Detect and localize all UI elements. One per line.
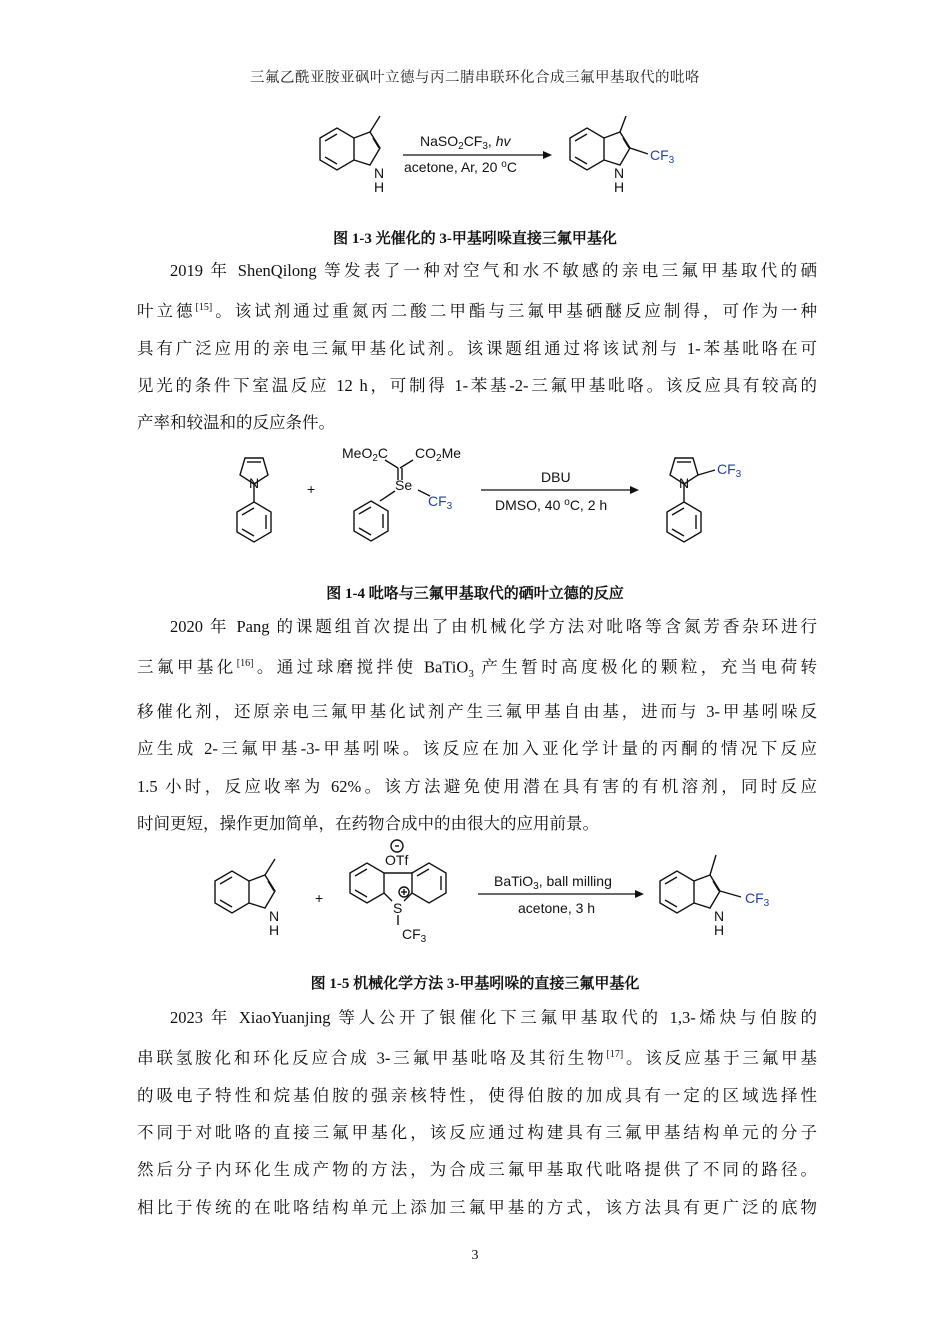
- indole-n-label: N: [374, 165, 385, 181]
- product-n-label: N: [679, 475, 690, 491]
- scheme-fig-1-4: [225, 438, 765, 553]
- text-line: 2020 年 Pang 的课题组首次提出了由机械化学方法对吡咯等含氮芳香杂环进行: [170, 617, 817, 636]
- reagent-label: $NaSO_2CF_3$, hv: [420, 133, 511, 152]
- text-line: 见光的条件下室温反应 12 h，可制得 1-苯基-2-三氟甲基吡咯。该反应具有较高的: [137, 376, 817, 396]
- scheme-fig-1-5: [200, 835, 790, 947]
- text-line: 应生成 2-三氟甲基-3-甲基吲哚。该反应在加入亚化学计量的丙酮的情况下反应: [137, 739, 817, 759]
- conditions-label: acetone, 3 h: [518, 900, 596, 916]
- text-line: 不同于对吡咯的直接三氟甲基化，该反应通过构建具有三氟甲基结构单元的分子: [137, 1123, 817, 1143]
- indole-n-label: N: [269, 908, 280, 924]
- indole-h-label: H: [269, 922, 280, 938]
- cf3-label: $CF_3$: [650, 147, 675, 166]
- scheme-fig-1-3: [300, 108, 700, 200]
- conditions-label: DMSO, 40 $^o$C, 2 h: [495, 497, 608, 513]
- product-h-label: H: [614, 179, 625, 195]
- text-line: 产率和较温和的反应条件。: [137, 413, 335, 433]
- text-line: 1.5 小时，反应收率为 62%。该方法避免使用潜在具有害的有机溶剂，同时反应: [137, 776, 817, 796]
- cf3-product-label: $CF_3$: [717, 461, 742, 480]
- page-number: 3: [471, 1248, 479, 1263]
- product-n-label: N: [714, 908, 725, 924]
- text-line: 2023 年 XiaoYuanjing 等人公开了银催化下三氟甲基取代的 1,3-烯炔与伯胺的: [170, 1008, 817, 1027]
- paragraph: [137, 252, 817, 442]
- text-line: 三氟甲基化[16]。通过球磨搅拌使 BaTiO$_3$ 产生暂时高度极化的颗粒，充当电荷转: [137, 657, 818, 680]
- text-line: 叶立德[15]。该试剂通过重氮丙二酸二甲酯与三氟甲基硒醚反应制得，可作为一种: [137, 301, 818, 321]
- text-line: 的吸电子特性和烷基伯胺的强亲核特性，使得伯胺的加成具有一定的区域选择性: [137, 1085, 817, 1105]
- figure-caption: 图 1-4 吡咯与三氟甲基取代的硒叶立德的反应: [326, 586, 624, 602]
- text-line: 相比于传统的在吡咯结构单元上添加三氟甲基的方式，该方法具有更广泛的底物: [137, 1197, 817, 1217]
- indole-h-label: H: [374, 179, 385, 195]
- figure-caption: 图 1-3 光催化的 3-甲基吲哚直接三氟甲基化: [333, 231, 617, 247]
- conditions-label: acetone, Ar, 20 $^o$C: [404, 159, 517, 175]
- pyrrole-n-label: N: [249, 475, 260, 491]
- text-line: 串联氢胺化和环化反应合成 3-三氟甲基吡咯及其衍生物[17]。该反应基于三氟甲基: [137, 1048, 818, 1068]
- text-line: 2019 年 ShenQilong 等发表了一种对空气和水不敏感的亲电三氟甲基取代的硒: [170, 261, 817, 280]
- text-line: 具有广泛应用的亲电三氟甲基化试剂。该课题组通过将该试剂与 1-苯基吡咯在可: [137, 338, 817, 358]
- co2me-label: $CO_2Me$: [415, 445, 462, 464]
- cf3-product-label: $CF_3$: [745, 890, 770, 909]
- text-line: 然后分子内环化生成产物的方法，为合成三氟甲基取代吡咯提供了不同的路径。: [137, 1160, 817, 1180]
- cf3-reagent-label: $CF_3$: [402, 926, 427, 945]
- reagent-label: BaTiO$_3$, ball milling: [494, 873, 612, 892]
- paragraph: [137, 999, 817, 1226]
- s-label: S: [393, 900, 403, 916]
- se-label: Se: [395, 477, 413, 493]
- figure-caption: 图 1-5 机械化学方法 3-甲基吲哚的直接三氟甲基化: [310, 976, 640, 992]
- product-h-label: H: [714, 922, 725, 938]
- plus-sign: +: [315, 890, 324, 906]
- plus-sign: +: [307, 481, 316, 497]
- meo2c-label: MeO$_2$C: [342, 445, 389, 464]
- reagent-label: DBU: [541, 469, 571, 485]
- product-n-label: N: [614, 165, 625, 181]
- text-line: 移催化剂，还原亲电三氟甲基化试剂产生三氟甲基自由基，进而与 3-甲基吲哚反: [137, 702, 817, 722]
- text-line: 时间更短，操作更加简单，在药物合成中的由很大的应用前景。: [137, 813, 599, 833]
- paragraph: [137, 608, 817, 842]
- otf-label: OTf: [385, 852, 409, 868]
- running-header: 三氟乙酰亚胺亚砜叶立德与丙二腈串联环化合成三氟甲基取代的吡咯: [250, 70, 700, 86]
- cf3-reagent-label: $CF_3$: [428, 493, 453, 512]
